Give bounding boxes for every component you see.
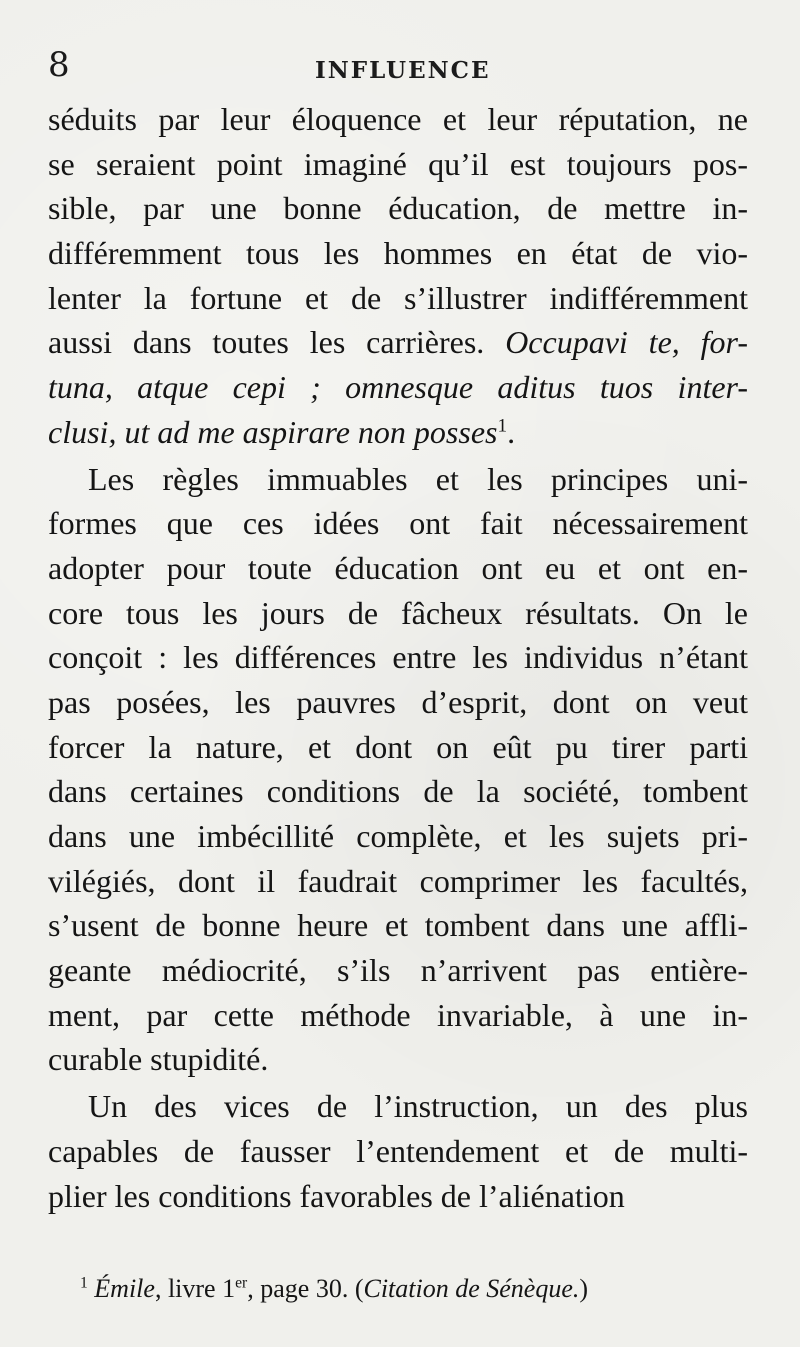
footnote-text-b: , page 30. ( xyxy=(247,1274,364,1303)
text-segment: curable stupidité. xyxy=(48,1041,269,1078)
text-line xyxy=(48,186,748,231)
page-header xyxy=(48,44,748,84)
footnote-close: ) xyxy=(579,1274,589,1303)
footnote-ordinal: er xyxy=(235,1274,248,1292)
paragraph xyxy=(48,97,748,455)
text-segment: dans une imbécillité complète, et les sujets pri- xyxy=(48,818,748,854)
text-line xyxy=(48,591,748,636)
text-line xyxy=(48,1084,748,1129)
text-line xyxy=(48,546,748,591)
text-line xyxy=(48,1174,748,1219)
text-line xyxy=(48,903,748,948)
text-line xyxy=(48,948,748,993)
text-segment: lenter la fortune et de s’illustrer indifféremment xyxy=(48,279,748,316)
text-line xyxy=(48,365,748,410)
text-segment: core tous les jours de fâcheux résultats. On le xyxy=(48,594,748,631)
text-line xyxy=(48,231,748,276)
text-segment: adopter pour toute éducation ont eu et ont en- xyxy=(48,549,748,586)
footnote-text-a: , livre 1 xyxy=(154,1274,236,1303)
text-segment: séduits par leur éloquence et leur réputation, ne xyxy=(48,101,748,137)
text-segment: formes que ces idées ont fait nécessairement xyxy=(48,505,748,542)
running-title: INFLUENCE xyxy=(315,57,491,84)
footnote xyxy=(80,1275,700,1303)
paragraph xyxy=(48,457,748,1083)
text-segment: différemment tous les hommes en état de vio- xyxy=(48,235,748,272)
page-number: 8 xyxy=(48,45,70,85)
text-segment: plier les conditions favorables de l’aliénation xyxy=(48,1177,625,1214)
text-line xyxy=(48,320,748,365)
italic-quotation: clusi, ut ad me aspirare non posses xyxy=(48,413,498,450)
text-segment: pas posées, les pauvres d’esprit, dont on veut xyxy=(48,683,748,720)
text-segment: ment, par cette méthode invariable, à une in- xyxy=(48,996,748,1033)
text-segment: vilégiés, dont il faudrait comprimer les facultés, xyxy=(48,862,748,899)
text-segment: Les règles immuables et les principes uni- xyxy=(88,460,748,497)
text-line xyxy=(48,680,748,725)
text-line xyxy=(48,1129,748,1174)
footnote-citation: Citation de Sénèque. xyxy=(363,1274,580,1303)
text-line xyxy=(48,725,748,770)
text-line xyxy=(48,410,748,455)
text-line xyxy=(48,635,748,680)
text-line xyxy=(48,97,748,142)
text-segment: aussi dans toutes les carrières. xyxy=(48,324,506,361)
text-segment: conçoit : les différences entre les individus n’étant xyxy=(48,639,748,676)
italic-quotation: Occupavi te, for- xyxy=(505,324,749,361)
text-segment: geante médiocrité, s’ils n’arrivent pas entière- xyxy=(48,952,748,989)
text-segment: . xyxy=(507,413,516,450)
text-line xyxy=(48,142,748,187)
text-line xyxy=(48,276,748,321)
text-segment: s’usent de bonne heure et tombent dans une affli- xyxy=(48,907,748,944)
text-segment: sible, par une bonne éducation, de mettre in- xyxy=(48,190,748,227)
text-line xyxy=(48,993,748,1038)
text-segment: se seraient point imaginé qu’il est toujours pos- xyxy=(48,145,748,182)
text-segment: Un des vices de l’instruction, un des plus xyxy=(88,1088,748,1125)
italic-quotation: tuna, atque cepi ; omnesque aditus tuos inter- xyxy=(48,369,748,406)
text-segment: dans certaines conditions de la société, tombent xyxy=(48,773,748,810)
footnote-marker: 1 xyxy=(80,1274,88,1292)
text-segment: capables de fausser l’entendement et de multi- xyxy=(48,1132,748,1169)
text-line xyxy=(48,769,748,814)
text-line xyxy=(48,814,748,859)
paragraph xyxy=(48,1084,748,1218)
text-line xyxy=(48,859,748,904)
text-line xyxy=(48,457,748,502)
body-text xyxy=(48,97,748,1218)
footnote-work-title: Émile xyxy=(94,1274,155,1303)
footnote-reference: 1 xyxy=(497,415,508,437)
text-line xyxy=(48,1037,748,1082)
text-line xyxy=(48,501,748,546)
text-segment: forcer la nature, et dont on eût pu tirer parti xyxy=(48,728,748,765)
